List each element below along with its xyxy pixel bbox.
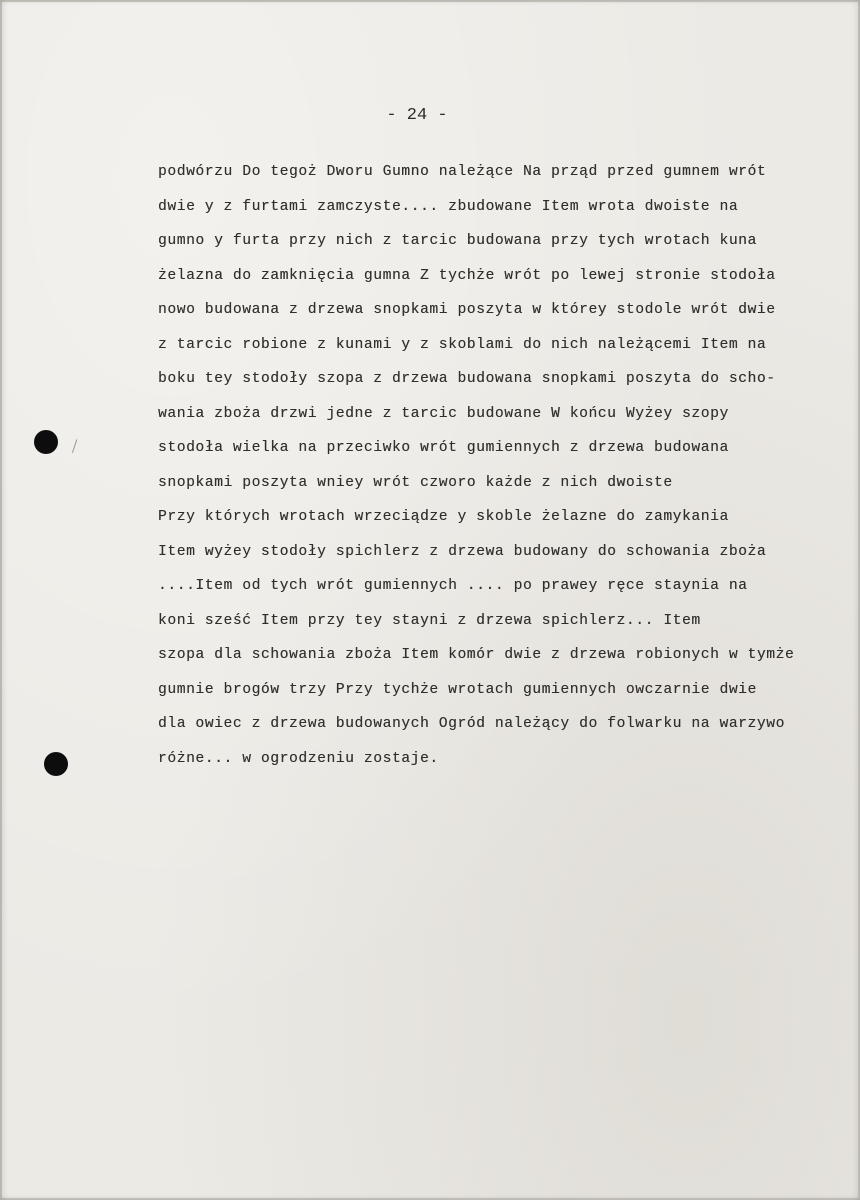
text-line: dla owiec z drzewa budowanych Ogród należący do folwarku na warzywo xyxy=(158,716,785,732)
text-line: boku tey stodoły szopa z drzewa budowana snopkami poszyta do scho- xyxy=(158,371,776,387)
text-line: Przy których wrotach wrzeciądze y skoble żelazne do zamykania xyxy=(158,509,729,525)
text-line: gumnie brogów trzy Przy tychże wrotach gumiennych owczarnie dwie xyxy=(158,681,757,698)
body-text xyxy=(158,158,858,779)
text-line: koni sześć Item przy tey stayni z drzewa spichlerz... Item xyxy=(158,612,701,629)
text-line: gumno y furta przy nich z tarcic budowana przy tych wrotach kuna xyxy=(158,233,757,249)
text-line: z tarcic robione z kunami y z skoblami do nich należącemi Item na xyxy=(158,336,767,353)
text-line: podwórzu Do tegoż Dworu Gumno należące Na prząd przed gumnem wrót xyxy=(158,164,767,180)
text-line: snopkami poszyta wniey wrót czworo każde z nich dwoiste xyxy=(158,474,673,491)
text-line: żelazna do zamknięcia gumna Z tychże wrót po lewej stronie stodoła xyxy=(158,267,776,284)
punch-hole-bottom xyxy=(44,752,68,776)
text-line: stodoła wielka na przeciwko wrót gumiennych z drzewa budowana xyxy=(158,440,729,456)
text-line: szopa dla schowania zboża Item komór dwie z drzewa robionych w tymże xyxy=(158,647,795,663)
margin-mark xyxy=(72,439,83,454)
text-line: wania zboża drzwi jedne z tarcic budowane W końcu Wyżey szopy xyxy=(158,405,729,422)
page-number: - 24 - xyxy=(386,106,448,125)
text-line: różne... w ogrodzeniu zostaje. xyxy=(158,750,439,767)
text-line: dwie y z furtami zamczyste.... zbudowane Item wrota dwoiste na xyxy=(158,198,739,215)
punch-hole-top xyxy=(34,430,58,454)
text-line: nowo budowana z drzewa snopkami poszyta w którey stodole wrót dwie xyxy=(158,302,776,318)
text-line: Item wyżey stodoły spichlerz z drzewa budowany do schowania zboża xyxy=(158,543,767,560)
text-line: ....Item od tych wrót gumiennych .... po prawey ręce staynia na xyxy=(158,578,748,594)
